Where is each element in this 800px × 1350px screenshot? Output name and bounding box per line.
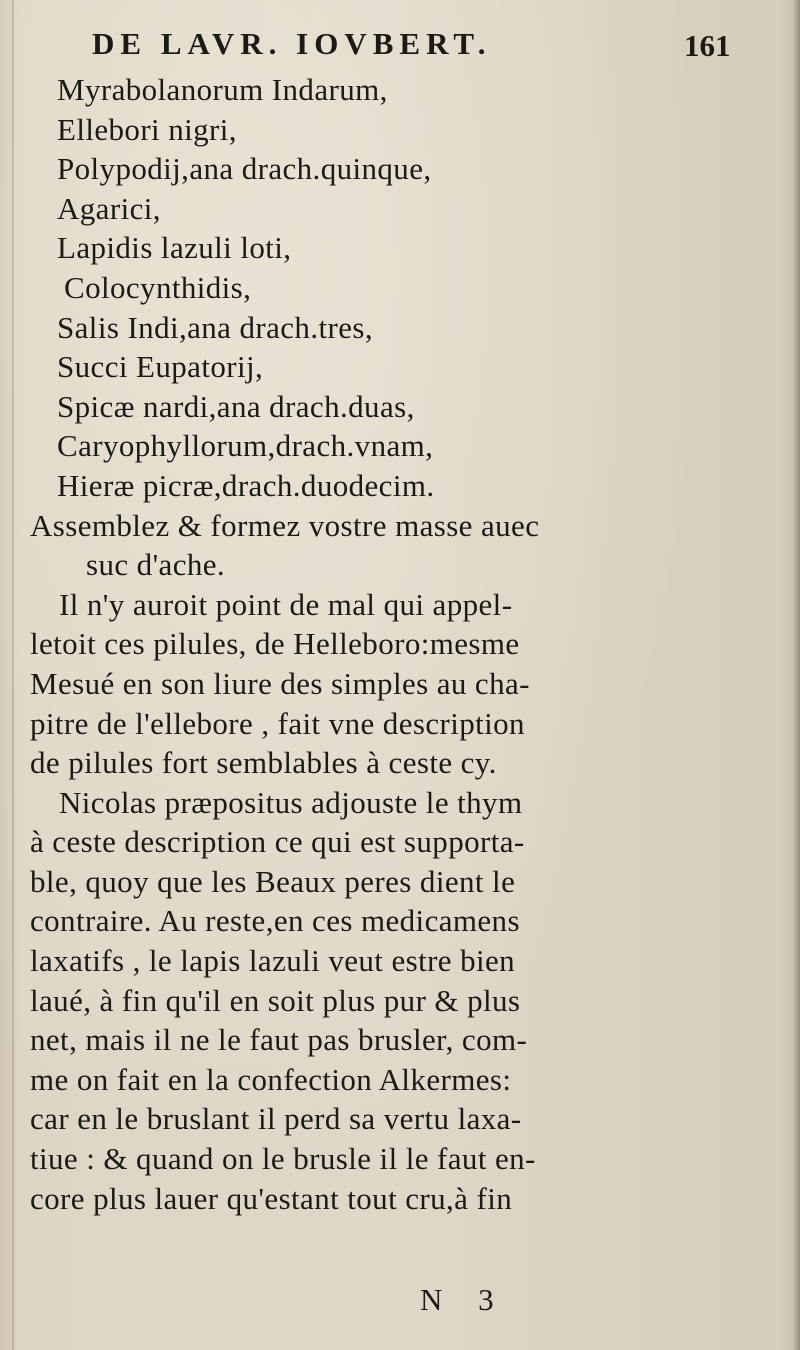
text-line: Ellebori nigri,	[57, 111, 237, 147]
text-line: Polypodij,ana drach.quinque,	[57, 151, 432, 187]
body-text	[30, 70, 770, 1218]
running-header: DE LAVR. IOVBERT.	[92, 26, 492, 61]
text-line: Mesué en son liure des simples au cha-	[30, 665, 530, 701]
text-line: Caryophyllorum,drach.vnam,	[57, 428, 434, 464]
text-line: car en le bruslant il perd sa vertu laxa-	[30, 1101, 522, 1137]
text-line: laué, à fin qu'il en soit plus pur & plus	[30, 982, 521, 1018]
text-line: Succi Eupatorij,	[57, 349, 264, 385]
text-line: Myrabolanorum Indarum,	[57, 72, 388, 107]
text-line: Nicolas præpositus adjouste le thym	[59, 784, 523, 820]
page-number: 161	[684, 28, 731, 63]
page-gutter	[12, 0, 14, 1350]
text-line: Assemblez & formez vostre masse auec	[30, 507, 540, 543]
text-line: pitre de l'ellebore , fait vne description	[30, 705, 525, 741]
text-line: me on fait en la confection Alkermes:	[30, 1061, 512, 1097]
text-line: Agarici,	[57, 190, 161, 226]
text-line: contraire. Au reste,en ces medicamens	[30, 903, 520, 939]
text-line: à ceste description ce qui est supporta-	[30, 824, 525, 860]
signature-mark: N 3	[420, 1282, 508, 1317]
text-line: Lapidis lazuli loti,	[57, 230, 292, 266]
text-line: laxatifs , le lapis lazuli veut estre bien	[30, 943, 516, 979]
text-line: tiue : & quand on le brusle il le faut en-	[30, 1141, 536, 1177]
text-line: Hieræ picræ,drach.duodecim.	[57, 467, 435, 503]
text-line: de pilules fort semblables à ceste cy.	[30, 745, 497, 781]
page-edge-shadow	[792, 0, 800, 1350]
text-line: Spicæ nardi,ana drach.duas,	[57, 388, 415, 424]
text-line: core plus lauer qu'estant tout cru,à fin	[30, 1180, 513, 1216]
text-line: Il n'y auroit point de mal qui appel-	[59, 586, 513, 622]
text-line: Colocynthidis,	[64, 269, 252, 305]
text-line: letoit ces pilules, de Helleboro:mesme	[30, 626, 520, 662]
text-line: net, mais il ne le faut pas brusler, com-	[30, 1022, 528, 1058]
text-line: suc d'ache.	[86, 547, 226, 583]
text-line: ble, quoy que les Beaux peres dient le	[30, 863, 516, 899]
text-line: Salis Indi,ana drach.tres,	[57, 309, 373, 345]
